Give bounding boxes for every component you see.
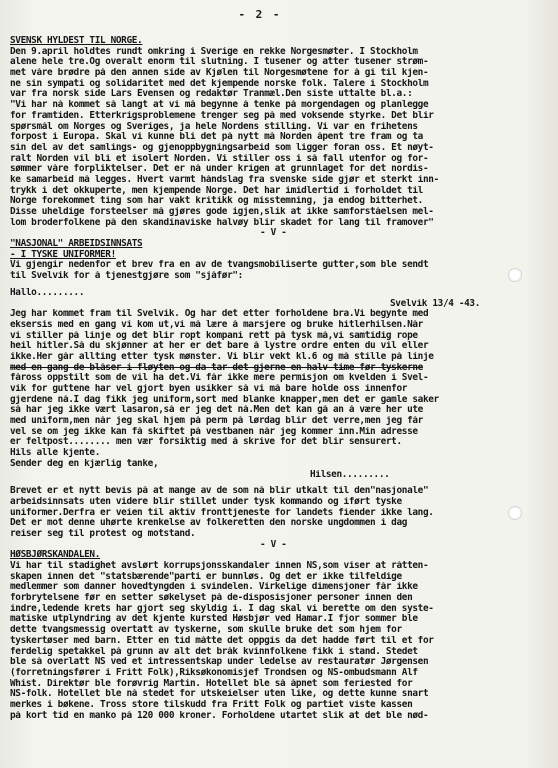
- section-heading: - I TYSKE UNIFORMER!: [10, 249, 116, 260]
- text-line: er feltpost........ men vær forsiktig med å skrive for det blir sensurert.: [10, 437, 402, 448]
- text-line: Jeg har kommet fram til Svelvik. Og har det etter forholdene bra.Vi begynte med: [10, 309, 429, 320]
- text-line: fåross oppstilt som de vil ha det.Vi får ikke mere permisjon om kvelden i Svel-: [10, 373, 429, 384]
- letter-closing: Sender deg en kjærlig tanke,: [10, 458, 159, 469]
- text-line: medlemmer som danner hovedtyngden i svindelen. Virkelige dimensjoner får ikke: [10, 582, 418, 593]
- section-heading: SVENSK HYLDEST TIL NORGE.: [10, 36, 143, 46]
- text-line: tyskertøser med barn. Etter en tid måtte det oppgis da det hadde ført til et for: [10, 635, 434, 646]
- text-line: "Vi har nå kommet så langt at vi må begynne å tenke på morgendagen og planlegge: [10, 100, 429, 111]
- text-line: vi stiller på linje og det blir ropt kompani rett på tysk må,vi samtidig rope: [10, 330, 418, 341]
- text-line: sømmer våre forpliktelser. Det er nå under krigen at grunnlaget for det nordis-: [10, 164, 429, 175]
- text-line: reiser seg til protest og motstand.: [10, 528, 196, 539]
- text-line: ke samarbeid må legges. Hvert varmt håndslag fra svenske side gjør et sterkt inn-: [10, 174, 439, 185]
- text-line: forbrytelsene før en setter søkelyset på de-disposisjoner personer innen den: [10, 593, 413, 604]
- text-line: ikke.Her går allting etter tysk mønster. Vi blir vekt kl.6 og må stille på linje: [10, 351, 434, 362]
- text-line: ne sin sympati og solidaritet med det kjempende norske folk. Talere i Stockholm: [10, 78, 429, 89]
- text-line: ralt Norden vil bli et isolert Norden. Vi stiller oss i så fall utenfor og for-: [10, 153, 429, 164]
- struck-text-line: med en gang de blåser i fløyten og da tar det gjerne en halv time før tyskerne: [10, 362, 423, 373]
- text-line: Den 9.april holdtes rundt omkring i Sverige en rekke Norgesmøter. I Stockholm: [10, 46, 418, 57]
- text-line: eksersis med en gang vi kom ut,vi må lære å marsjere og bruke hitlerhilsen.Når: [10, 319, 423, 330]
- text-line: trykk i det okkuperte, men kjempende Norge. Det har imidlertid i forholdet til: [10, 185, 423, 196]
- document-body: [10, 36, 548, 721]
- text-line: lom broderfolkene på den skandinaviske halvøy blir skadet for lang til framover": [10, 217, 434, 228]
- text-line: gjerdene nå.I dag fikk jeg uniform,sort med blanke knapper,men det er gamle saker: [10, 394, 439, 405]
- text-line: NS-folk. Hotellet ble nå stedet for utskeielser uten like, og dette kunne snart: [10, 689, 429, 700]
- section-heading: "NASJONAL" ARBEIDSINNSATS: [10, 239, 143, 250]
- text-line: så har jeg ikke vært lasaron,så er jeg det nå.Men det kan gå an å være her ute: [10, 405, 423, 416]
- section-separator: - V -: [260, 539, 287, 550]
- text-line: sin del av det samlings- og gjenoppbygningsarbeid som ligger foran oss. Et nøyt-: [10, 142, 434, 153]
- text-line: Vi gjengir nedenfor et brev fra en av de tvangsmobiliserte gutter,som ble sendt: [10, 260, 429, 271]
- text-line: for framtiden. Etterkrigsproblemene trenger seg på med voksende styrke. Det blir: [10, 110, 434, 121]
- section-separator: - V -: [260, 228, 287, 239]
- text-line: vel se om jeg ikke kan få skiftet på vestbanen når jeg kommer inn.Min adresse: [10, 426, 418, 437]
- section-heading: HØSBJØRSKANDALEN.: [10, 550, 101, 561]
- page-number: - 2 -: [238, 8, 282, 21]
- text-line: matiske utplyndring av det kjente kursted Høsbjør ved Hamar.I fjor sommer ble: [10, 614, 418, 625]
- text-line: (forretningsfører i Fritt Folk),Riksøkonomisjef Trondsen og NS-ombudsmann Alf: [10, 667, 418, 678]
- text-line: merkes i bøkene. Tross store tilskudd fra Fritt Folk og partiet viste kassen: [10, 699, 413, 710]
- text-line: ferdelig spetakkel på grunn av alt det bråk kvinnfolkene fikk i stand. Stedet: [10, 646, 418, 657]
- text-line: vik for guttene har vel gjort byen usikker så vi må bare holde oss innenfor: [10, 384, 408, 394]
- text-line: Disse uheldige forsteelser må gjøres gode igjen,slik at ikke samforståelsen mel-: [10, 207, 434, 217]
- section-paragraph: [10, 486, 548, 539]
- text-line: uniformer.Derfra er veien til aktiv fronttjeneste for landets fiender ikke lang.: [10, 507, 434, 518]
- letter-body: [10, 309, 548, 459]
- text-line: dette tvangsmessig overtatt av tyskerne, som skulle bruke det som hjem for: [10, 625, 402, 636]
- text-line: var fra norsk side Lars Evensen og redaktør Tranmæl.Den siste uttalte bl.a.:: [10, 89, 413, 100]
- section-paragraph: [10, 47, 548, 229]
- text-line: ble så overlatt NS ved et intressentskap under ledelse av restauratør Jørgensen: [10, 657, 429, 668]
- text-line: Det er mot denne uhørte krenkelse av folkeretten den norske ungdommen i dag: [10, 518, 408, 529]
- text-line: skapen innen det "statsbærende"parti er bunnløs. Og det er ikke tilfeldige: [10, 571, 402, 582]
- text-line: met våre brødre på den annen side av Kjølen til Norgesmøtene for å gi til kjen-: [10, 68, 429, 79]
- text-line: spørsmål om Norges og Sveriges, ja hele Nordens stilling. Vi var en frihetens: [10, 121, 418, 132]
- letter-greeting: Hallo.........: [10, 287, 85, 298]
- text-line: alene hele tre.Og overalt enorm til slutning. I tusener og atter tusener strøm-: [10, 57, 429, 68]
- text-line: arbeidsinnsats uten videre blir stillet under tysk kommando og iført tyske: [10, 496, 402, 507]
- text-line: på kort tid en manko på 120 000 kroner. Forholdene utartet slik at det ble nød-: [10, 710, 429, 721]
- text-line: Vi har til stadighet avslørt korrupsjonsskandaler innen NS,som viser at råtten-: [10, 561, 429, 571]
- text-line: forpost i Europa. Skal vi kunne bli det på nytt må Norden åpent tre fram og ta: [10, 132, 423, 143]
- text-line: Norge forekommet ting som har vakt kritikk og misstemning, ja endog bitterhet.: [10, 196, 423, 207]
- text-line: med uniform,men når jeg skal hjem på perm på lørdag blir det verre,men jeg får: [10, 416, 423, 427]
- text-line: Whist. Direktør ble forøvrig Martin. Hotellet ble så åpnet som feriested for: [10, 678, 413, 689]
- text-line: Brevet er et nytt bevis på at mange av de som nå blir utkalt til den"nasjonale": [10, 486, 429, 497]
- text-line: Hils alle kjente.: [10, 448, 101, 459]
- section-paragraph: [10, 561, 548, 721]
- letter-signature: Hilsen.........: [310, 469, 390, 480]
- text-line: indre,ledende krets har gjort seg skyldig i. I dag skal vi berette om den syste-: [10, 603, 434, 614]
- text-line: heil hitler.Så du skjønner at her er det bare å lystre ordre enten du vil eller: [10, 341, 429, 352]
- letter-date: Svelvik 13/4 -43.: [390, 298, 481, 309]
- text-line: til Svelvik for å tjenestgjøre som "sjåfør":: [10, 271, 243, 282]
